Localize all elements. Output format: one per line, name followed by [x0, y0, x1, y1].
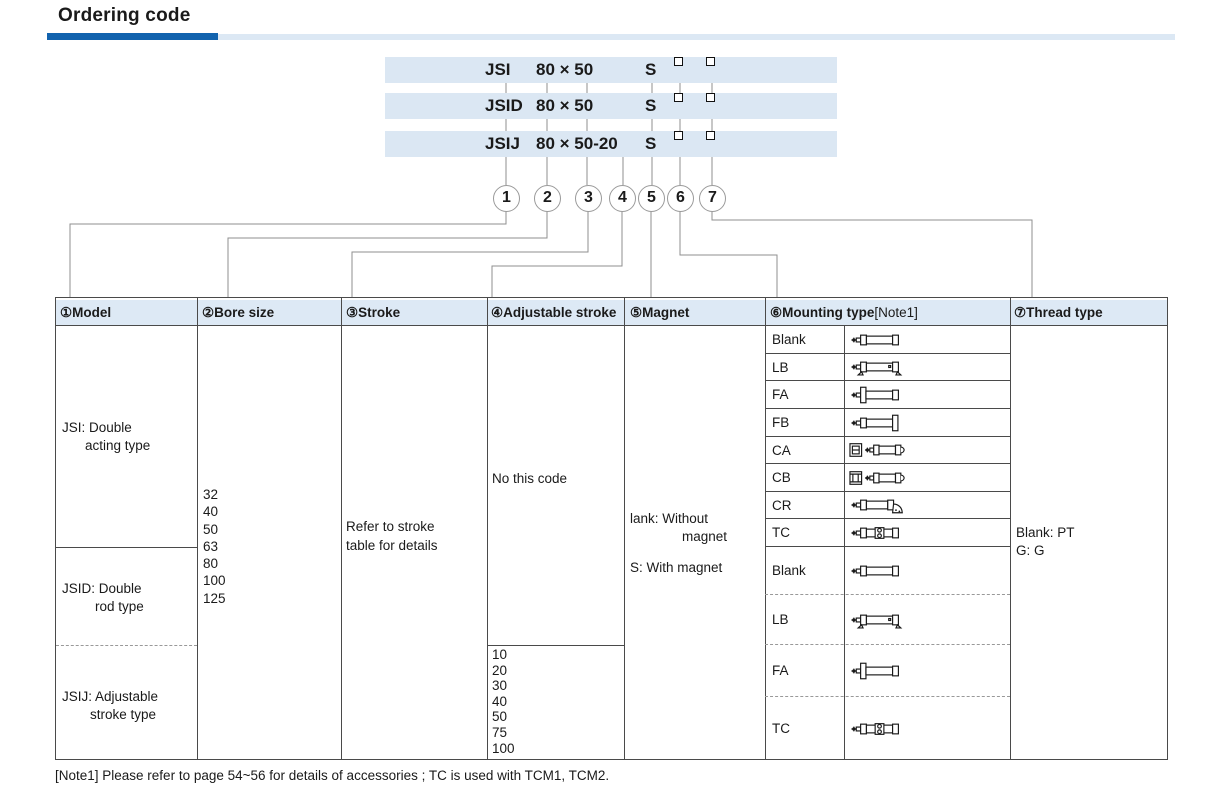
cylinder-rear-flange-icon [849, 410, 911, 436]
mounting-label: FA [772, 663, 789, 678]
ordering-code-row [385, 57, 837, 83]
header-stroke: ③Stroke [346, 305, 401, 320]
mounting-row [765, 381, 1010, 409]
mounting-row [765, 645, 1010, 697]
model-jsid: JSID: Double rod type [62, 581, 144, 614]
code-magnet: S [645, 96, 657, 115]
page-title: Ordering code [58, 5, 191, 26]
ordering-code-row [385, 131, 837, 157]
mounting-label: CA [772, 442, 791, 458]
code-model: JSI [485, 60, 511, 79]
code-magnet: S [645, 60, 657, 79]
code-size: 80 × 50 [536, 60, 594, 79]
adjustable-stroke-note: No this code [492, 471, 568, 486]
mounting-row [765, 595, 1010, 645]
bore-value: 63 [203, 538, 219, 554]
option-box-mounting [674, 131, 683, 140]
mounting-row [765, 547, 1010, 595]
option-box-thread [706, 131, 715, 140]
cylinder-basic-icon [849, 558, 911, 584]
code-model: JSID [485, 96, 523, 115]
option-box-mounting [674, 93, 683, 102]
column-divider [624, 297, 625, 760]
adjustable-value: 50 [492, 709, 508, 725]
mounting-label: FB [772, 415, 790, 430]
column-divider [197, 297, 198, 760]
column-divider [1010, 297, 1011, 760]
mounting-label: TC [772, 721, 790, 736]
mounting-row [765, 326, 1010, 354]
cylinder-foot-mount-icon [849, 607, 911, 633]
header-thread-type: ⑦Thread type [1014, 305, 1103, 320]
bore-value: 50 [203, 521, 219, 537]
cylinder-trunnion-icon [849, 520, 911, 546]
mounting-label: CB [772, 470, 791, 485]
callout-6: 6 [667, 185, 694, 212]
cylinder-rear-hinge-icon [849, 492, 911, 518]
mounting-row [765, 697, 1010, 760]
code-model: JSIJ [485, 134, 520, 153]
title-underline-accent [47, 33, 218, 40]
model-jsi: JSI: Double acting type [62, 420, 151, 453]
thread-type-note: Blank: PT G: G [1016, 525, 1075, 558]
adjustable-value: 40 [492, 693, 508, 709]
cylinder-foot-mount-icon [849, 354, 911, 380]
mounting-label: FA [772, 387, 789, 402]
ordering-code-row [385, 93, 837, 119]
callout-1: 1 [493, 185, 520, 212]
header-magnet: ⑤Magnet [630, 305, 690, 320]
mounting-row [765, 492, 1010, 519]
column-divider [487, 297, 488, 760]
adjustable-value: 10 [492, 647, 508, 662]
cylinder-basic-icon [849, 327, 911, 353]
mounting-row [765, 519, 1010, 547]
mounting-row [765, 409, 1010, 437]
callout-3: 3 [575, 185, 602, 212]
callout-2: 2 [534, 185, 561, 212]
adjustable-value: 20 [492, 662, 508, 678]
adjustable-value: 100 [492, 740, 515, 756]
title-underline-track [218, 34, 1175, 40]
cylinder-clevis-b-icon [849, 465, 911, 491]
mounting-label: Blank [772, 563, 806, 578]
mounting-label: CR [772, 497, 792, 513]
header-mounting-note: [Note1] [874, 305, 918, 320]
mounting-label: LB [772, 612, 789, 627]
option-box-thread [706, 57, 715, 66]
header-bore-size: ②Bore size [202, 305, 275, 320]
column-divider [341, 297, 342, 760]
code-size: 80 × 50 [536, 96, 594, 115]
magnet-with: S: With magnet [630, 560, 723, 575]
header-model: ①Model [60, 305, 112, 320]
header-mounting-type [770, 300, 918, 325]
magnet-without: lank: Without magnet [630, 511, 728, 544]
option-box-thread [706, 93, 715, 102]
cylinder-trunnion-icon [849, 716, 911, 742]
mounting-label: TC [772, 525, 790, 540]
bore-value: 40 [203, 504, 219, 520]
bore-value: 100 [203, 573, 226, 589]
callout-4: 4 [609, 185, 636, 212]
header-mounting-label: ⑥Mounting type [770, 305, 875, 320]
footnote: [Note1] Please refer to page 54~56 for details of accessories ; TC is used with TCM1, TCM2. [55, 768, 610, 783]
option-box-mounting [674, 57, 683, 66]
bore-size-list [203, 486, 226, 607]
adjustable-value: 30 [492, 678, 508, 694]
cylinder-front-flange-icon [849, 382, 911, 408]
model-divider-solid [56, 547, 197, 548]
callout-5: 5 [638, 185, 665, 212]
mounting-label: Blank [772, 332, 806, 347]
code-magnet: S [645, 134, 657, 153]
bore-value: 80 [203, 556, 219, 572]
code-size: 80 × 50-20 [536, 134, 618, 153]
mounting-label: LB [772, 359, 789, 375]
callout-7: 7 [699, 185, 726, 212]
adjustable-value: 75 [492, 724, 508, 740]
mounting-row [765, 354, 1010, 381]
bore-value: 125 [203, 590, 226, 606]
stroke-note: Refer to stroke table for details [346, 519, 438, 553]
model-jsij: JSIJ: Adjustable stroke type [62, 689, 159, 722]
mounting-row [765, 437, 1010, 464]
model-divider-dashed [56, 645, 197, 646]
cylinder-clevis-a-icon [849, 437, 911, 463]
mounting-row [765, 464, 1010, 492]
header-adjustable-stroke: ④Adjustable stroke [491, 305, 617, 320]
bore-value: 32 [203, 487, 219, 502]
adjustable-divider [488, 645, 624, 646]
adjustable-stroke-list [492, 647, 515, 756]
cylinder-front-flange-icon [849, 658, 911, 684]
